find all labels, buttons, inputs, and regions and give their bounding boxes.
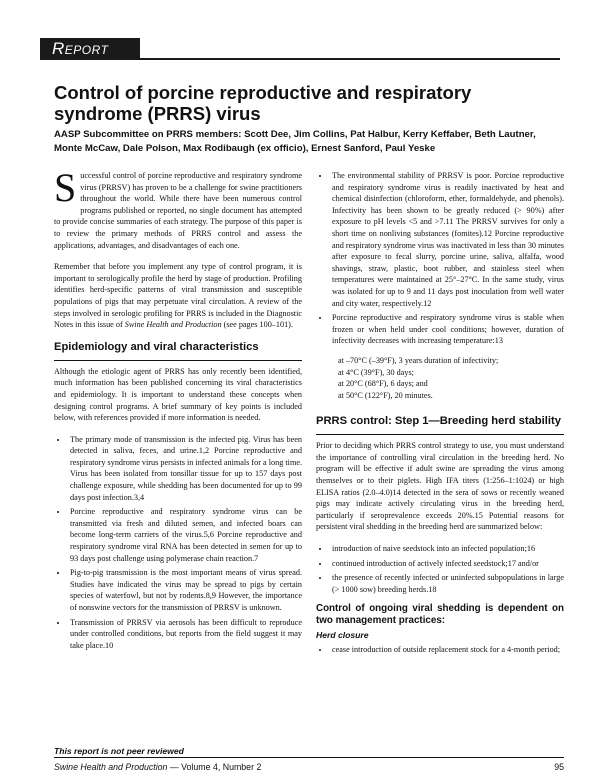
footer-issue: — Volume 4, Number 2 (167, 762, 262, 772)
list-item: • the presence of recently infected or uninfected subpopulations in large (> 1000 sow) breeding herds.18 (330, 572, 564, 595)
left-column (54, 165, 302, 659)
temperature-item: at 20°C (68°F), 6 days; and (338, 379, 428, 389)
herd-closure-subheading: Herd closure (316, 630, 369, 641)
section-rule (140, 58, 560, 60)
list-item: • Pig-to-pig transmission is the most important means of virus spread. Studies have indicated the virus may be spread to pigs by certain species of waterfowl, but not by rodents.8,9 However, the importance of nonswine vectors for the transmission of PRRSV is unknown. (68, 567, 302, 613)
heading-rule (54, 360, 302, 361)
epidemiology-paragraph: Although the etiologic agent of PRRS has only recently been identified, much information has been published concerning its viral characteristics and epidemiology. It is important to understand these concepts when designing control programs. A brief summary of key points is included below, with references provided if more information is needed. (54, 366, 302, 423)
footer-rule (54, 757, 564, 758)
heading-rule (316, 434, 564, 435)
drop-cap: S (54, 165, 77, 210)
peer-review-note: This report is not peer reviewed (54, 746, 184, 756)
list-item: • Porcine reproductive and respiratory syndrome virus can be transmitted via fresh and diluted semen, and infected boars can become long-term carriers of the virus.5,6 Porcine reproductive and respiratory syndrome viral RNA has been detected in semen for up to 93 days post challenge using polymerase chain reaction.7 (68, 506, 302, 564)
epidemiology-bullets (54, 434, 302, 652)
journal-reference: Swine Health and Production (124, 320, 222, 330)
intro-paragraph-2: Remember that before you implement any type of control program, it is important to serologically profile the herd by stage of production. Profiling identifies herd-specific patterns of viral transmission and susceptible populations of pigs that may perpetuate viral circulation. A review of the steps involved in serologic profiling for PRRS is included in the Diagnostic Notes in this issue of Swine Health and Production (see pages 100–101). (54, 262, 302, 330)
footer-journal: Swine Health and Production (54, 762, 168, 772)
list-item: • Porcine reproductive and respiratory syndrome virus is stable when frozen or when held under cool conditions; however, duration of infectivity decreases with increasing temperature:13 (330, 312, 564, 347)
section-label: Report (40, 38, 140, 60)
temperature-item: at 50°C (122°F), 20 minutes. (338, 390, 433, 400)
list-item: • The environmental stability of PRRSV is poor. Porcine reproductive and respiratory syndrome virus is readily inactivated by heat and chemical disinfection (chloroform, ether, formaldehyde, and phenols). Infectivity has been shown to be greatly reduced (> 90%) after exposure to pH levels <5 and >7.11 The PRRSV survives for only a short time on nonliving substances (fomites).12 Porcine reproductive and respiratory syndrome virus was inactivated in less than 30 minutes after exposure to fecal slurry, porcine urine, saliva, alfalfa, wood shavings, straw, plastic, boot rubber, and stainless steel when temperatures were maintained at 25°–27°C. In the same study, virus was isolated for up to 9 and 11 days post inoculation from well water and city water, respectively.12 (330, 170, 564, 309)
temperature-item: at 4°C (39°F), 30 days; (338, 367, 414, 377)
list-item: • Transmission of PRRSV via aerosols has been difficult to reproduce under controlled conditions, but reports from the field suggest it may take place.10 (68, 617, 302, 652)
ongoing-heading: Control of ongoing viral shedding is dependent on two management practices: (316, 603, 564, 627)
article-title: Control of porcine reproductive and respiratory syndrome (PRRS) virus (54, 82, 472, 124)
epidemiology-bullets-continued (316, 170, 564, 347)
temperature-item: at –70°C (–39°F), 3 years duration of infectivity; (338, 355, 499, 365)
author-list: AASP Subcommittee on PRRS members: Scott Dee, Jim Collins, Pat Halbur, Kerry Keffaber, Beth Lautner, Monte McCaw, Dale Polson, Max Rodibaugh (ex officio), Ernest Sanford, Paul Yeske (54, 129, 536, 154)
list-item: • The primary mode of transmission is the infected pig. Virus has been detected in saliva, feces, and urine.1,2 Porcine reproductive and respiratory syndrome virus persists in infected animals for a long time. Virus has been isolated from tonsillar tissue for up to 157 days post challenge exposure, while shedding has been documented for up to 99 days post infection.3,4 (68, 434, 302, 504)
epidemiology-heading: Epidemiology and viral characteristics (54, 340, 259, 353)
temperature-list (316, 355, 564, 401)
intro-paragraph-1: Successful control of porcine reproductive and respiratory syndrome virus (PRRSV) has proven to be a challenge for swine practitioners throughout the world. While there have been numerous control programs published or reported, no single document has attempted to provide concise summaries of each strategy. The purpose of this paper is to review the primary methods of PRRS control and assess the applications, advantages, and disadvantages of each one. (54, 165, 302, 250)
list-item: • cease introduction of outside replacement stock for a 4-month period; (330, 644, 564, 656)
right-column (316, 170, 564, 664)
herd-closure-bullets (316, 644, 564, 656)
list-item: • introduction of naive seedstock into an infected population;16 (330, 543, 564, 555)
page-footer (54, 762, 564, 772)
step1-heading: PRRS control: Step 1—Breeding herd stability (316, 415, 561, 428)
list-item: • continued introduction of actively infected seedstock;17 and/or (330, 558, 564, 570)
step1-bullets (316, 543, 564, 595)
step1-paragraph: Prior to deciding which PRRS control strategy to use, you must understand the importance of controlling viral circulation in the breeding herd. No program will be effective if adult swine are spreading the virus among themselves or to their piglets. High IFA titers (1:256–1:1024) or high ELISA ratios (2.0–4.0)14 detected in the sera of sows or recently weaned pigs may indicate actively circulating virus in the breeding herd, particularly if seroprevalence exceeds 20%.15 Potential reasons for persistent viral shedding in the breeding herd are summarized below: (316, 441, 564, 532)
page-number: 95 (554, 762, 564, 772)
